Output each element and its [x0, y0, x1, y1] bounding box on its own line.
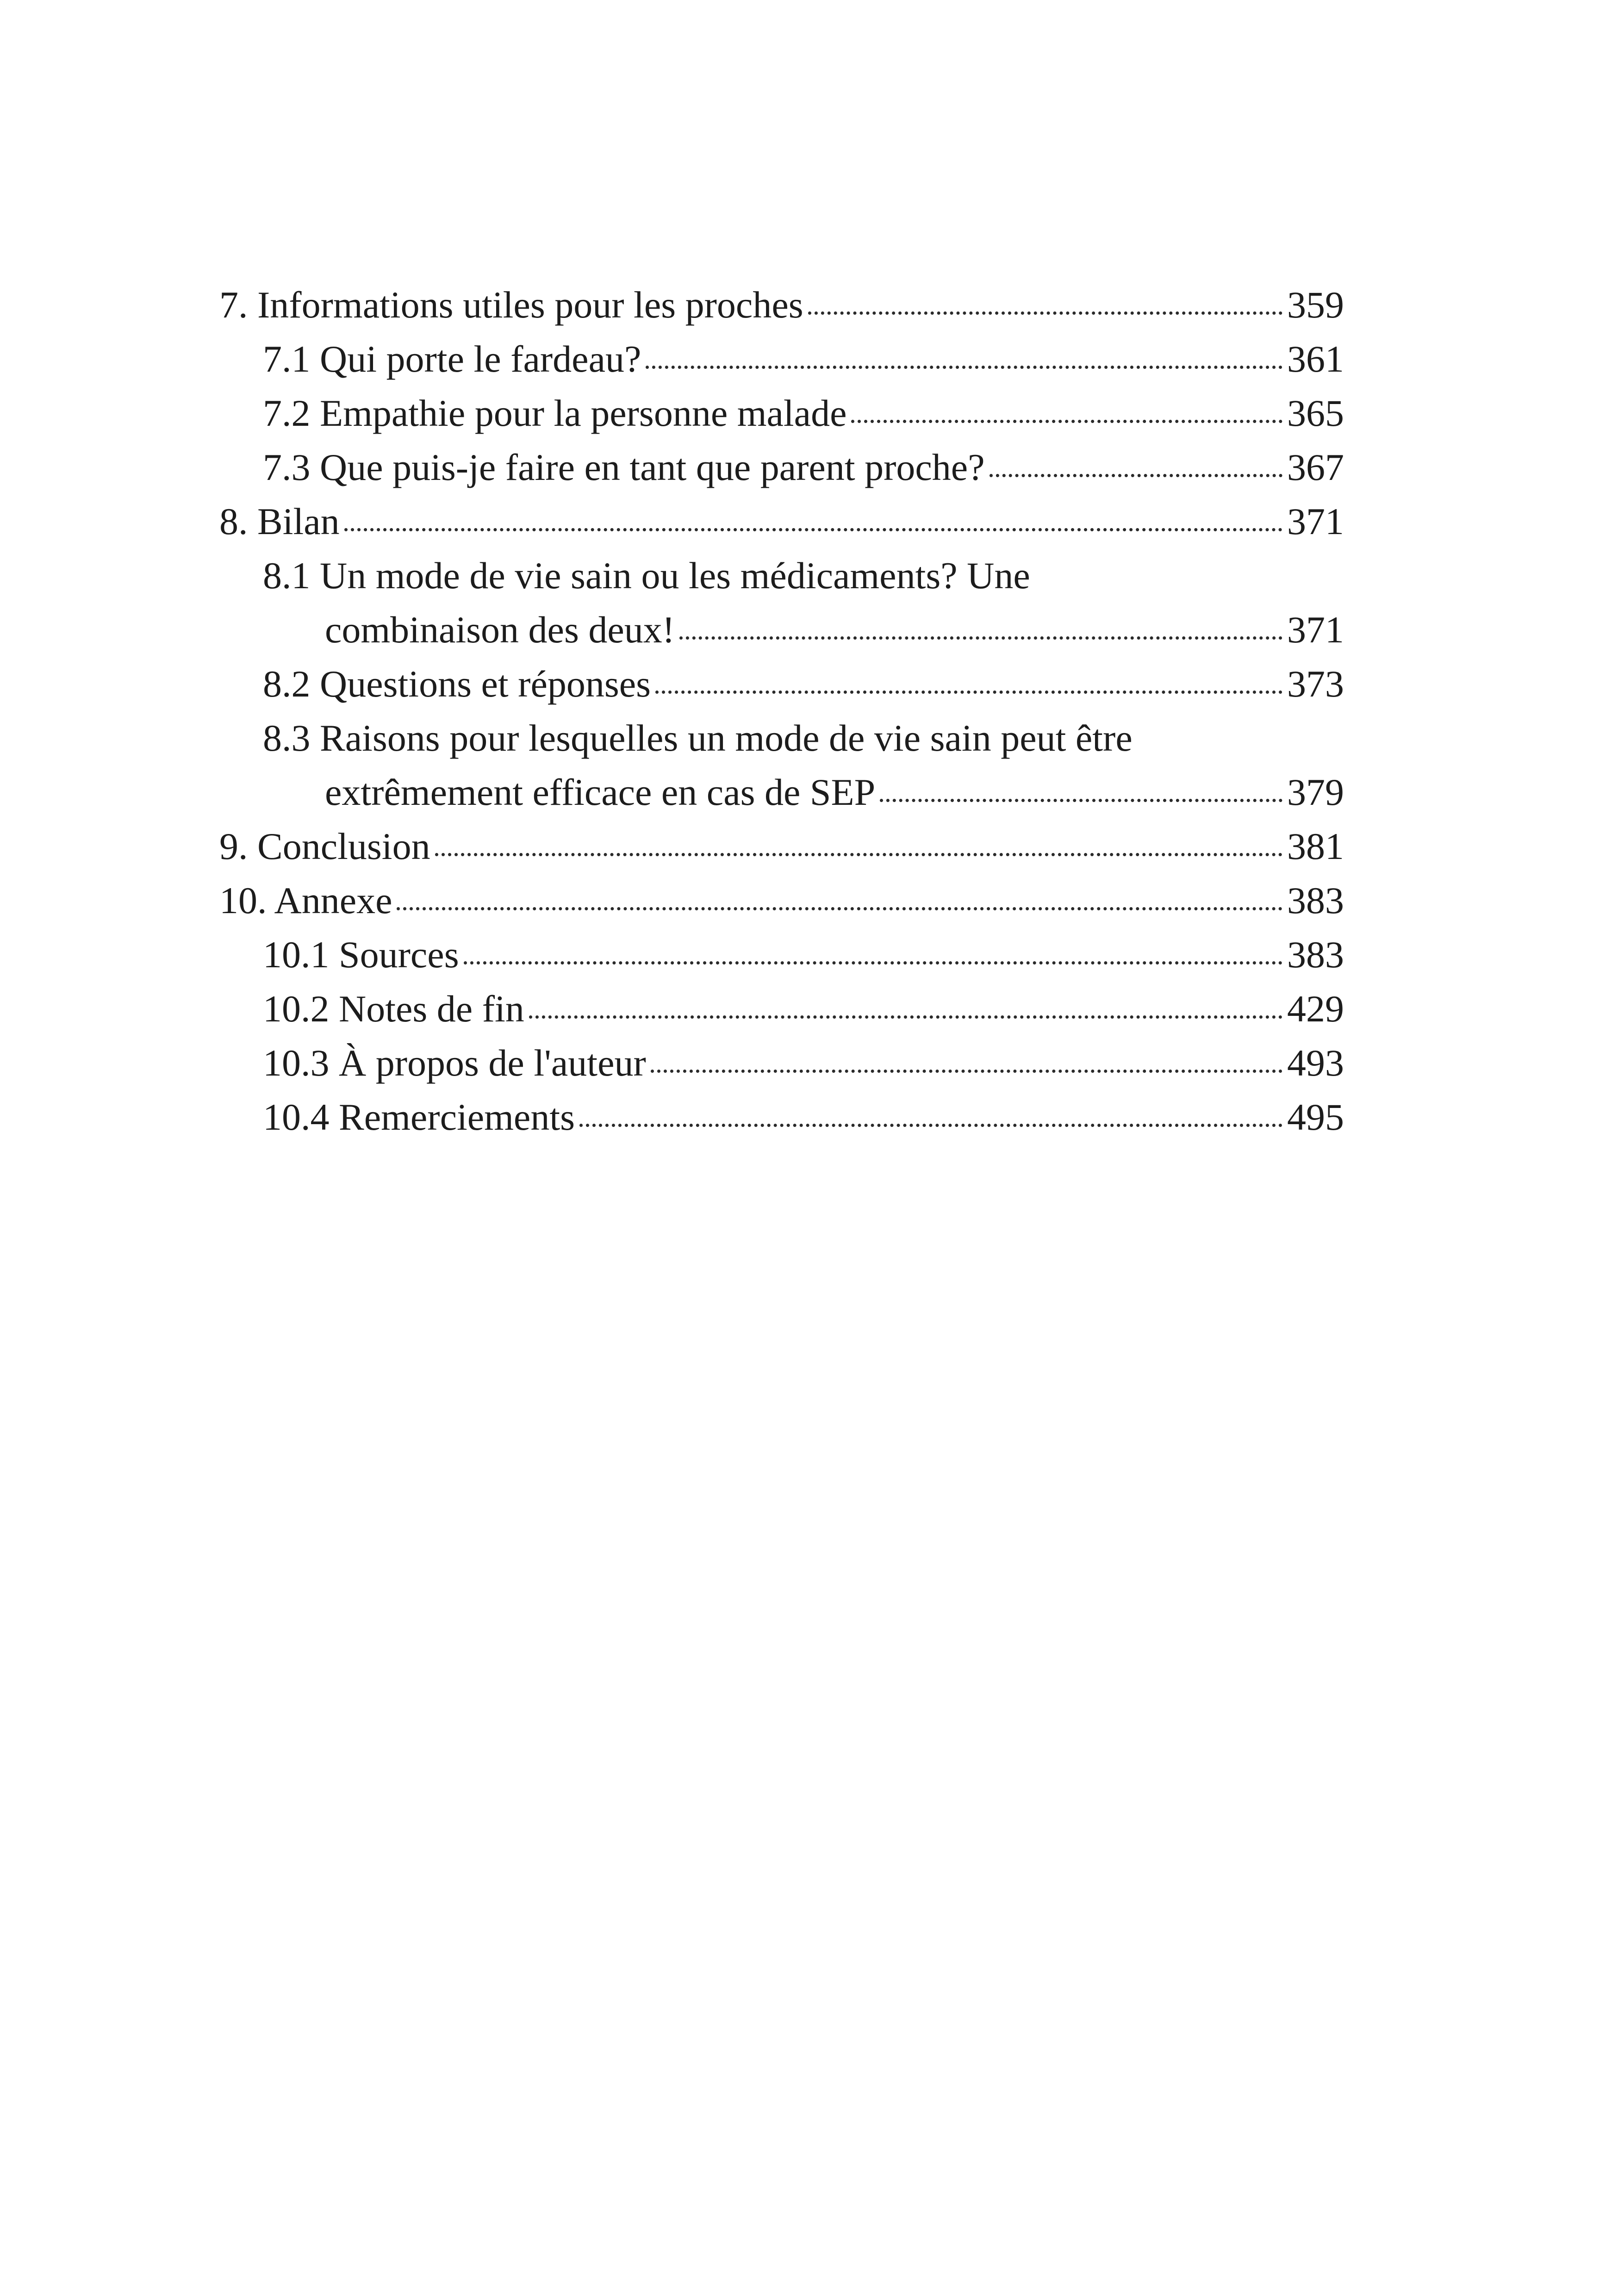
- toc-entry-10-1[interactable]: [219, 927, 1344, 982]
- toc-entry-label: 10.2 Notes de fin: [263, 988, 524, 1030]
- toc-entry-label: 8.1 Un mode de vie sain ou les médicaments? Une: [263, 554, 1030, 597]
- toc-entry-8[interactable]: [219, 494, 1344, 548]
- toc-entry-label: 8. Bilan: [219, 500, 340, 542]
- toc-page-number: 379: [1287, 771, 1344, 813]
- toc-entry-7-2[interactable]: [219, 386, 1344, 440]
- dot-leader: [344, 528, 1282, 531]
- toc-page-number: 365: [1287, 392, 1344, 434]
- toc-entry-label: 8.2 Questions et réponses: [263, 663, 651, 705]
- dot-leader: [655, 691, 1282, 694]
- toc-entry-label-continued: combinaison des deux!: [325, 609, 675, 651]
- toc-page-number: 367: [1287, 446, 1344, 488]
- toc-entry-label: 10.3 À propos de l'auteur: [263, 1042, 646, 1084]
- dot-leader: [651, 1070, 1282, 1073]
- toc-entry-label: 10.4 Remerciements: [263, 1096, 575, 1138]
- dot-leader: [435, 853, 1282, 856]
- toc-entry-7-3[interactable]: [219, 440, 1344, 494]
- dot-leader: [646, 366, 1282, 369]
- toc-page-number: 383: [1287, 933, 1344, 976]
- toc-entry-label: 7.3 Que puis-je faire en tant que parent proche?: [263, 446, 985, 488]
- toc-page-number: 383: [1287, 879, 1344, 921]
- toc-page-number: 373: [1287, 663, 1344, 705]
- dot-leader: [808, 311, 1282, 315]
- toc-page-number: 495: [1287, 1096, 1344, 1138]
- toc-page-number: 371: [1287, 500, 1344, 542]
- table-of-contents: [219, 278, 1344, 1144]
- toc-entry-label: 10.1 Sources: [263, 933, 459, 976]
- dot-leader: [397, 907, 1282, 910]
- toc-entry-10-3[interactable]: [219, 1036, 1344, 1090]
- toc-entry-label: 7. Informations utiles pour les proches: [219, 284, 803, 326]
- toc-entry-label-continued: extrêmement efficace en cas de SEP: [325, 771, 876, 813]
- toc-entry-label: 7.2 Empathie pour la personne malade: [263, 392, 847, 434]
- toc-page-number: 359: [1287, 284, 1344, 326]
- dot-leader: [880, 799, 1282, 802]
- toc-page-number: 381: [1287, 825, 1344, 867]
- toc-entry-8-2[interactable]: [219, 657, 1344, 711]
- toc-page-number: 361: [1287, 338, 1344, 380]
- toc-page-number: 493: [1287, 1042, 1344, 1084]
- toc-entry-label: 10. Annexe: [219, 879, 392, 921]
- toc-page-number: 371: [1287, 609, 1344, 651]
- toc-entry-7[interactable]: [219, 278, 1344, 332]
- toc-entry-7-1[interactable]: [219, 332, 1344, 386]
- toc-entry-9[interactable]: [219, 819, 1344, 873]
- dot-leader: [529, 1015, 1282, 1019]
- toc-entry-label: 9. Conclusion: [219, 825, 430, 867]
- dot-leader: [464, 961, 1282, 964]
- toc-entry-10-4[interactable]: [219, 1090, 1344, 1144]
- toc-entry-8-3[interactable]: [219, 711, 1344, 819]
- toc-page-number: 429: [1287, 988, 1344, 1030]
- dot-leader: [579, 1124, 1282, 1127]
- toc-entry-10-2[interactable]: [219, 982, 1344, 1036]
- dot-leader: [851, 420, 1282, 423]
- dot-leader: [679, 636, 1282, 640]
- dot-leader: [989, 474, 1282, 477]
- toc-entry-10[interactable]: [219, 873, 1344, 927]
- toc-entry-8-1[interactable]: [219, 548, 1344, 657]
- toc-entry-label: 8.3 Raisons pour lesquelles un mode de vie sain peut être: [263, 717, 1133, 759]
- toc-entry-label: 7.1 Qui porte le fardeau?: [263, 338, 641, 380]
